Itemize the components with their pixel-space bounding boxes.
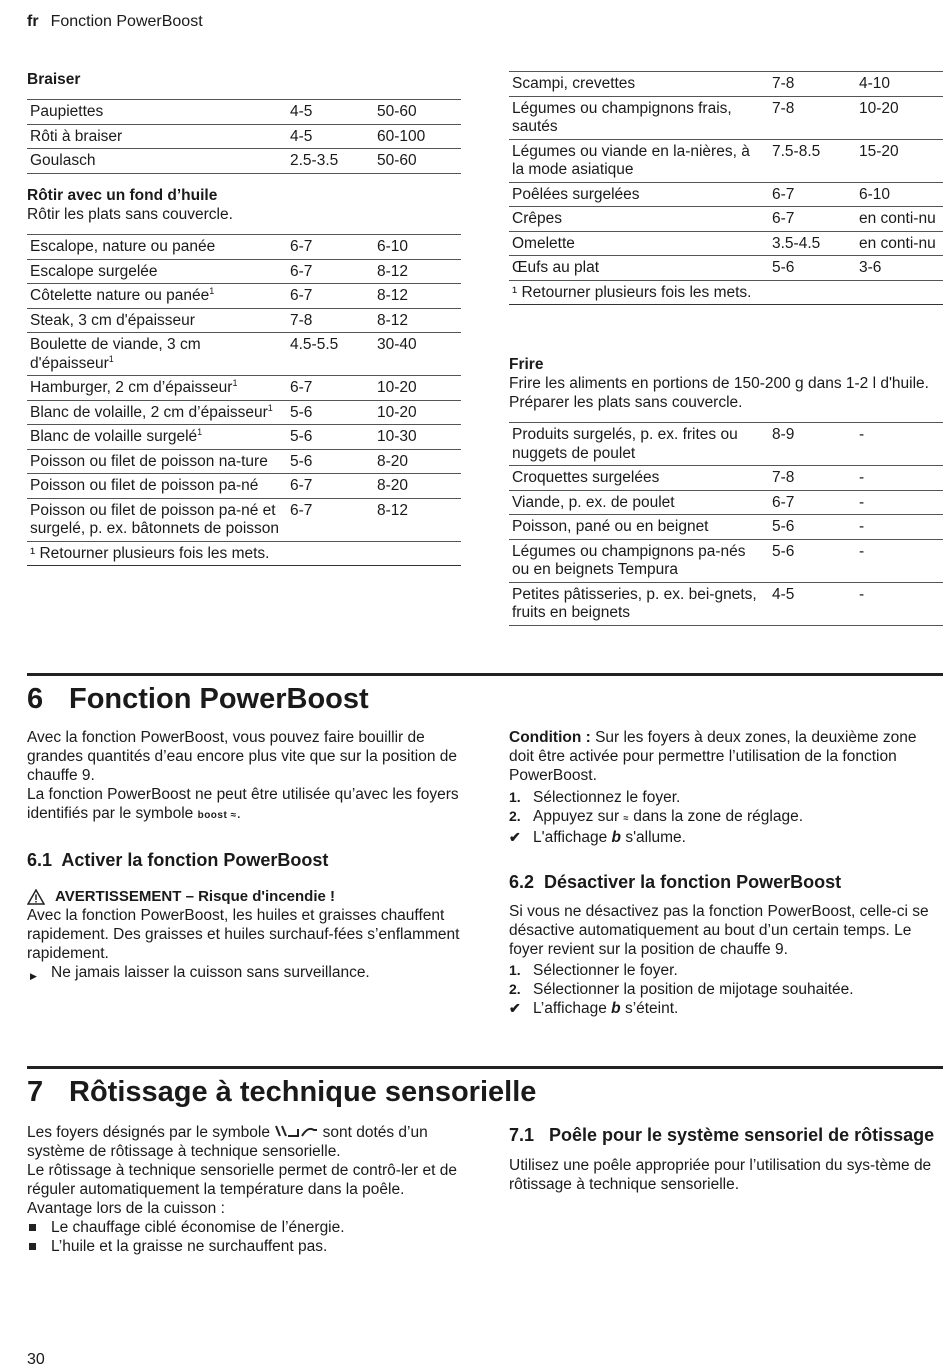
cell-level [287,100,374,125]
cell-text: Côtelette nature ou panée [30,287,210,304]
cell-food [509,423,769,466]
cell-time [856,96,943,139]
cell-text: Produits surgelés, p. ex. frites ou nuggets de poulet [512,426,738,462]
cell-text: 60-100 [377,127,426,145]
cell-text: en conti-nu [859,210,936,227]
steps-activate [509,788,943,847]
cell-text: 8-12 [377,287,409,304]
cell-text: 4-5 [772,585,795,603]
cell-text: 7.5-8.5 [772,142,821,160]
display-b-symbol: b [611,1000,621,1017]
step-item [509,807,943,828]
bullet-square-icon [29,1243,36,1250]
cell-text: - [859,542,865,560]
cell-text: 5-6 [772,518,795,535]
section6-intro2: La fonction PowerBoost ne peut être utilisée qu’avec les foyers identifiés par le symbole boost ≈. [27,786,459,822]
table-row [509,182,943,207]
cell-level [287,235,374,260]
step-num: 2. [509,981,521,997]
cell-food [27,259,287,284]
cell-text: 15-20 [859,142,899,160]
cell-text: Légumes ou champignons frais, sautés [512,99,732,135]
cell-text: 6-10 [859,185,891,203]
cell-time [374,498,461,541]
cell-text: - [859,585,865,603]
header-title: Fonction PowerBoost [50,13,203,30]
cell-text: Crêpes [512,210,562,227]
table-row [27,124,461,149]
section7-bullets [27,1218,467,1256]
result-text-pre: L’affichage [533,1000,607,1017]
footnote-mark: 1 [209,286,215,296]
cell-text: 6-7 [772,493,795,511]
section6-right [509,728,943,1018]
boost-word: boost [197,810,228,821]
cell-level [287,498,374,541]
cell-text: 3.5-4.5 [772,234,821,252]
cell-text: 6-7 [772,210,795,227]
section6-1-title: Activer la fonction PowerBoost [61,850,329,870]
cell-level [769,582,856,625]
cell-level [769,490,856,515]
table-row [509,582,943,625]
step-text-pre: Appuyez sur [533,808,620,825]
rotir-title: Rôtir avec un fond d’huile [27,187,218,204]
cell-text: Paupiettes [30,103,104,120]
section6-2-num: 6.2 [509,872,535,892]
cell-time [374,284,461,309]
section6-rule [27,673,943,676]
cell-text: Blanc de volaille, 2 cm d’épaisseur [30,403,268,421]
table-row [27,498,461,541]
cell-text: 7-8 [772,75,795,92]
cell-text: 7-8 [290,311,313,329]
cell-level [287,259,374,284]
table-row [27,449,461,474]
bullet-square-icon [29,1224,36,1231]
cell-text: 5-6 [290,452,313,470]
cell-text: 10-20 [859,99,899,117]
cell-level [769,72,856,97]
cell-text: 6-7 [290,379,313,396]
table-row [509,72,943,97]
warning-triangle-icon [27,889,45,905]
section6-left [27,728,467,982]
cell-text: Poisson ou filet de poisson pa-né [30,477,259,494]
cell-text: 7-8 [772,469,795,486]
cell-text: Escalope surgelée [30,262,158,280]
warning-bullet [27,963,467,982]
cell-text: Croquettes surgelées [512,469,660,486]
cell-text: 8-12 [377,501,409,519]
section7-title: Rôtissage à technique sensorielle [69,1076,537,1108]
page-header [27,12,203,31]
section7-1-title: Poêle pour le système sensoriel de rôtissage [549,1125,935,1145]
cell-food [509,466,769,491]
cell-text: - [859,426,865,443]
section7-p1 [27,1123,467,1161]
section6-intro1: Avec la fonction PowerBoost, vous pouvez faire bouillir de grandes quantités d’eau encore plus vite que sur la position de chauffe 9. [27,729,457,784]
result-item [509,828,943,847]
cell-time [856,182,943,207]
cell-food [27,149,287,174]
section7-p1-pre: Les foyers désignés par le symbole [27,1124,270,1141]
cell-text: en conti-nu [859,234,936,252]
cell-time [856,256,943,281]
list-item-text: L’huile et la graisse ne surchauffent pas. [51,1238,328,1255]
bullet-arrow-icon: ▶ [30,971,37,981]
table-row [509,96,943,139]
cell-food [509,231,769,256]
cell-food [509,539,769,582]
check-icon: ✔ [509,1000,521,1016]
section6-2-title: Désactiver la fonction PowerBoost [544,872,842,892]
table-row [27,259,461,284]
cell-food [27,308,287,333]
table-row [27,284,461,309]
cell-time [856,231,943,256]
cell-text: 6-7 [290,501,313,519]
section6-1-num: 6.1 [27,850,53,870]
cell-food [509,96,769,139]
cell-food [509,256,769,281]
cell-text: Goulasch [30,152,96,169]
check-icon: ✔ [509,829,521,845]
cell-text: 6-7 [290,238,313,255]
condition-paragraph [509,728,943,785]
table-row [27,376,461,401]
cell-text: - [859,469,865,486]
cell-time [856,207,943,232]
right-table-block [509,71,943,305]
cell-food [27,425,287,450]
cell-text: Rôti à braiser [30,127,123,145]
cell-text: Steak, 3 cm d'épaisseur [30,311,195,329]
cell-food [509,515,769,540]
cell-food [509,72,769,97]
section6-intro2-text: La fonction PowerBoost ne peut être utilisée qu’avec les foyers identifiés par le symbole [27,786,459,822]
cell-text: Escalope, nature ou panée [30,238,216,255]
cell-text: 50-60 [377,103,417,120]
section6-num: 6 [27,683,44,715]
cell-text: Viande, p. ex. de poulet [512,493,675,511]
step-text: Sélectionner la position de mijotage souhaitée. [533,981,854,998]
cell-text: Poisson ou filet de poisson na-ture [30,452,268,470]
right-footnote: ¹ Retourner plusieurs fois les mets. [509,280,943,305]
cell-text: Blanc de volaille surgelé [30,428,198,445]
cell-text: 5-6 [290,428,313,445]
header-lang: fr [27,13,39,30]
frire-title: Frire [509,356,544,373]
cell-time [856,139,943,182]
rotir-subtitle: Rôtir les plats sans couvercle. [27,206,233,223]
cell-text: 8-20 [377,452,409,470]
cell-food [27,124,287,149]
cell-text: - [859,518,865,535]
table-row [27,400,461,425]
section7-rule [27,1066,943,1069]
cell-food [509,139,769,182]
section7-right [509,1124,943,1194]
cell-text: 10-20 [377,403,417,421]
cell-time [374,100,461,125]
result-text-pre: L'affichage [533,829,608,846]
cell-time [374,449,461,474]
cell-text: 50-60 [377,152,417,169]
cell-level [769,466,856,491]
table-row [509,207,943,232]
cell-text: 6-7 [772,185,795,203]
cell-text: Poêlées surgelées [512,185,640,203]
section7-heading [27,1075,536,1109]
cell-text: 8-12 [377,311,409,329]
step-num: 1. [509,789,521,805]
step-text: Sélectionner le foyer. [533,962,678,979]
cell-level [287,149,374,174]
right-table [509,71,943,305]
cell-level [287,425,374,450]
table-row [509,490,943,515]
cell-food [509,490,769,515]
cell-level [769,139,856,182]
cell-text: 4-5 [290,103,313,120]
cell-level [769,207,856,232]
page-number: 30 [27,1351,45,1368]
cell-level [287,284,374,309]
footnote-mark: 1 [232,378,238,388]
cell-time [374,425,461,450]
cell-text: 4.5-5.5 [290,336,339,353]
rotir-footnote: ¹ Retourner plusieurs fois les mets. [27,541,461,566]
cell-level [287,333,374,376]
cell-text: Omelette [512,234,575,252]
cell-text: 10-20 [377,379,417,396]
cell-text: 6-7 [290,477,313,494]
section6-1-heading [27,849,467,871]
frire-block [509,355,943,626]
cell-level [287,449,374,474]
section6-2-heading [509,871,943,893]
cell-text: 8-12 [377,262,409,280]
step-text: Sélectionnez le foyer. [533,789,681,806]
result-text-post: s’éteint. [624,1000,679,1017]
braiser-title: Braiser [27,71,81,88]
cell-level [287,308,374,333]
cell-time [374,235,461,260]
step-text: dans la zone de réglage. [633,808,804,825]
section7-1-text: Utilisez une poêle appropriée pour l’utilisation du sys-tème de rôtissage à technique sensorielle. [509,1157,932,1193]
cell-food [27,235,287,260]
cell-level [769,96,856,139]
cell-time [374,259,461,284]
cell-text: Petites pâtisseries, p. ex. bei-gnets, fruits en beignets [512,585,757,621]
table-row [27,425,461,450]
cell-food [27,400,287,425]
cell-level [769,423,856,466]
cell-text: Boulette de viande, 3 cm d'épaisseur [30,336,201,372]
cell-time [856,490,943,515]
cell-time [856,539,943,582]
section7-1-heading [509,1124,943,1146]
rotir-table [27,234,461,566]
cell-level [287,124,374,149]
cell-text: Poisson, pané ou en beignet [512,518,709,535]
footnote-mark: 1 [108,353,114,364]
cell-text: 8-9 [772,426,795,443]
table-row [509,515,943,540]
cell-time [856,423,943,466]
cell-level [287,376,374,401]
table-row [509,539,943,582]
cell-time [856,72,943,97]
cell-level [769,182,856,207]
cell-food [509,207,769,232]
rotir-block [27,186,461,566]
cell-time [374,333,461,376]
section7-p1-post: sont dotés d’un système de rôtissage à technique sensorielle. [27,1124,428,1160]
cell-text: 30-40 [377,336,417,353]
warning-title [27,887,467,906]
cell-text: 7-8 [772,99,795,117]
frire-table [509,422,943,626]
footnote-mark: 1 [197,427,203,437]
cell-food [27,284,287,309]
cell-text: 5-6 [772,542,795,560]
cell-level [769,539,856,582]
cell-food [27,100,287,125]
footnote-mark: 1 [267,402,273,413]
cell-text: 8-20 [377,477,409,494]
cell-text: Œufs au plat [512,259,600,276]
cell-level [287,400,374,425]
cell-time [374,474,461,499]
steps-deactivate [509,961,943,1018]
step-num: 2. [509,808,521,824]
cell-text: Légumes ou champignons pa-nés ou en beignets Tempura [512,542,746,578]
deactivate-text: Si vous ne désactivez pas la fonction PowerBoost, celle-ci se désactive automatiquement au bout d’un certain temps. Le foyer revient sur la position de chauffe 9. [509,903,929,958]
table-row [27,235,461,260]
step-item [509,980,943,999]
braiser-block [27,70,461,174]
list-item [27,1218,467,1237]
cell-time [374,400,461,425]
list-item-text: Le chauffage ciblé économise de l’énergie. [51,1219,345,1236]
section7-left [27,1123,467,1256]
warning-bullet-text: Ne jamais laisser la cuisson sans surveillance. [51,964,370,981]
cell-text: Scampi, crevettes [512,75,636,92]
boost-chevron-icon: ≈ [230,810,237,821]
cell-level [769,231,856,256]
table-row [509,256,943,281]
cell-text: 10-30 [377,428,417,445]
cell-time [374,149,461,174]
table-row [27,308,461,333]
cell-level [769,256,856,281]
cell-text: 3-6 [859,259,882,276]
condition-text: Sur les foyers à deux zones, la deuxième zone doit être activée pour permettre l’utilisation de la fonction PowerBoost. [509,729,917,784]
boost-symbol [198,810,237,821]
table-row [509,231,943,256]
cell-food [27,498,287,541]
braiser-table [27,99,461,174]
display-b-symbol: b [611,829,621,846]
table-row [27,100,461,125]
cell-food [509,182,769,207]
section7-p3: Avantage lors de la cuisson : [27,1200,225,1217]
cell-text: 4-10 [859,75,891,92]
result-text-post: s'allume. [625,829,686,846]
cell-food [27,376,287,401]
table-row [27,333,461,376]
cell-food [27,474,287,499]
warning-bullet-list [27,963,467,982]
section7-num: 7 [27,1076,44,1108]
frire-subtitle: Frire les aliments en portions de 150-200 g dans 1-2 l d'huile. Préparer les plats sans couvercle. [509,375,929,411]
cell-time [374,124,461,149]
step-num: 1. [509,962,521,978]
section7-p2: Le rôtissage à technique sensorielle permet de contrô-ler et de réguler automatiquement la température dans la poêle. [27,1162,457,1198]
list-item [27,1237,467,1256]
table-row [27,149,461,174]
warning-title-text: AVERTISSEMENT – Risque d'incendie ! [55,888,335,905]
cell-text: 5-6 [290,403,313,421]
step-item [509,788,943,807]
cell-text: - [859,493,865,511]
table-row [509,139,943,182]
cell-time [374,376,461,401]
cell-level [769,515,856,540]
condition-label: Condition : [509,729,591,746]
cell-time [856,582,943,625]
result-item [509,999,943,1018]
section6-title: Fonction PowerBoost [69,683,369,715]
cell-text: Poisson ou filet de poisson pa-né et surgelé, p. ex. bâtonnets de poisson [30,501,280,537]
section7-1-num: 7.1 [509,1125,535,1145]
cell-text: Légumes ou viande en la-nières, à la mode asiatique [512,142,750,178]
table-row [27,474,461,499]
cell-text: 6-7 [290,262,313,280]
cell-text: 5-6 [772,259,795,276]
cell-time [856,515,943,540]
cell-text: 2.5-3.5 [290,152,339,169]
cell-level [287,474,374,499]
table-row [509,466,943,491]
cell-food [509,582,769,625]
warning-text: Avec la fonction PowerBoost, les huiles et graisses chauffent rapidement. Des graisses et huiles surchauf-fées s’enflamment rapidement. [27,907,460,962]
cell-text: 4-5 [290,127,313,145]
cell-food [27,333,287,376]
cell-text: 6-10 [377,238,409,255]
cell-time [856,466,943,491]
cell-food [27,449,287,474]
section6-heading [27,682,369,716]
cell-time [374,308,461,333]
boost-chevron-icon: ≈ [623,813,629,823]
table-row [509,423,943,466]
sensor-pan-icon [274,1124,318,1138]
cell-text: Hamburger, 2 cm d’épaisseur [30,379,233,396]
step-item [509,961,943,980]
cell-text: 6-7 [290,287,313,304]
